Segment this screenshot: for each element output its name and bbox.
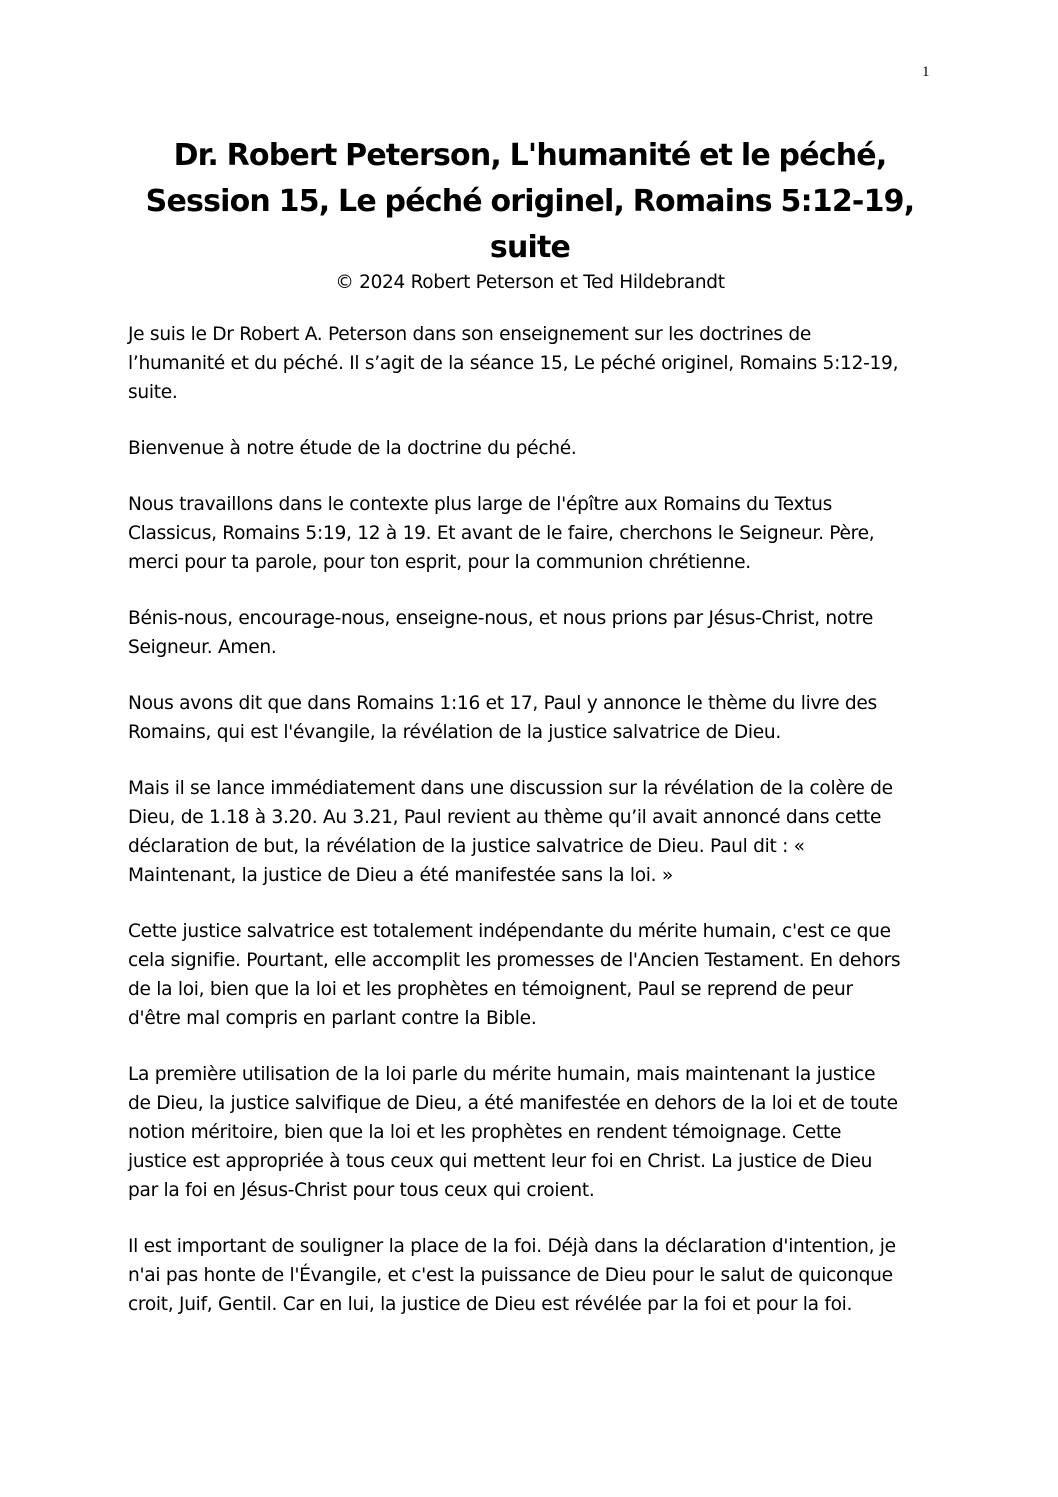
paragraph-line: Je suis le Dr Robert A. Peterson dans son enseignement sur les doctrines de	[128, 324, 812, 345]
paragraph-line: Bienvenue à notre étude de la doctrine du péché.	[128, 438, 577, 459]
paragraph-line: merci pour ta parole, pour ton esprit, pour la communion chrétienne.	[128, 552, 751, 573]
paragraph-line: n'ai pas honte de l'Évangile, et c'est la puissance de Dieu pour le salut de quiconque	[128, 1265, 893, 1286]
document-body	[128, 320, 934, 1346]
paragraph-line: Seigneur. Amen.	[128, 637, 277, 658]
paragraph-line: de la loi, bien que la loi et les prophètes en témoignent, Paul se reprend de peur	[128, 979, 853, 1000]
paragraph-line: d'être mal compris en parlant contre la Bible.	[128, 1008, 537, 1029]
paragraph-line: croit, Juif, Gentil. Car en lui, la justice de Dieu est révélée par la foi et pour la foi.	[128, 1294, 853, 1315]
paragraph-3	[128, 490, 934, 577]
document-title-block	[130, 133, 930, 295]
paragraph-line: Cette justice salvatrice est totalement indépendante du mérite humain, c'est ce que	[128, 921, 891, 942]
paragraph-6	[128, 774, 934, 890]
paragraph-line: Maintenant, la justice de Dieu a été manifestée sans la loi. »	[128, 865, 673, 886]
document-title-line-1: Dr. Robert Peterson, L'humanité et le péché,	[173, 138, 887, 173]
paragraph-line: Nous avons dit que dans Romains 1:16 et 17, Paul y annonce le thème du livre des	[128, 693, 877, 714]
paragraph-line: l’humanité et du péché. Il s’agit de la séance 15, Le péché originel, Romains 5:12-19,	[128, 353, 899, 374]
paragraph-8	[128, 1060, 934, 1205]
paragraph-line: Classicus, Romains 5:19, 12 à 19. Et avant de le faire, cherchons le Seigneur. Père,	[128, 523, 875, 544]
paragraph-line: de Dieu, la justice salvifique de Dieu, a été manifestée en dehors de la loi et de toute	[128, 1093, 898, 1114]
paragraph-line: Bénis-nous, encourage-nous, enseigne-nous, et nous prions par Jésus-Christ, notre	[128, 608, 874, 629]
paragraph-line: La première utilisation de la loi parle du mérite humain, mais maintenant la justice	[128, 1064, 876, 1085]
page-number: 1	[922, 64, 930, 80]
paragraph-7	[128, 917, 934, 1033]
paragraph-line: Romains, qui est l'évangile, la révélation de la justice salvatrice de Dieu.	[128, 722, 781, 743]
paragraph-9	[128, 1232, 934, 1319]
paragraph-4	[128, 604, 934, 662]
paragraph-line: Il est important de souligner la place de la foi. Déjà dans la déclaration d'intention, je	[128, 1236, 896, 1257]
paragraph-line: suite.	[128, 382, 178, 403]
paragraph-line: déclaration de but, la révélation de la justice salvatrice de Dieu. Paul dit : «	[128, 836, 805, 857]
paragraph-line: par la foi en Jésus-Christ pour tous ceux qui croient.	[128, 1180, 595, 1201]
paragraph-line: justice est appropriée à tous ceux qui mettent leur foi en Christ. La justice de Dieu	[128, 1151, 873, 1172]
document-title-line-2: Session 15, Le péché originel, Romains 5:12-19,	[145, 184, 915, 219]
paragraph-2	[128, 434, 934, 463]
paragraph-line: cela signifie. Pourtant, elle accomplit les promesses de l'Ancien Testament. En dehors	[128, 950, 901, 971]
document-title-line-3: suite	[489, 230, 571, 265]
paragraph-line: Dieu, de 1.18 à 3.20. Au 3.21, Paul revient au thème qu’il avait annoncé dans cette	[128, 807, 882, 828]
paragraph-line: Mais il se lance immédiatement dans une discussion sur la révélation de la colère de	[128, 778, 893, 799]
copyright-notice: © 2024 Robert Peterson et Ted Hildebrandt	[335, 272, 725, 293]
paragraph-5	[128, 689, 934, 747]
paragraph-1	[128, 320, 934, 407]
paragraph-line: notion méritoire, bien que la loi et les prophètes en rendent témoignage. Cette	[128, 1122, 842, 1143]
paragraph-line: Nous travaillons dans le contexte plus large de l'épître aux Romains du Textus	[128, 494, 833, 515]
